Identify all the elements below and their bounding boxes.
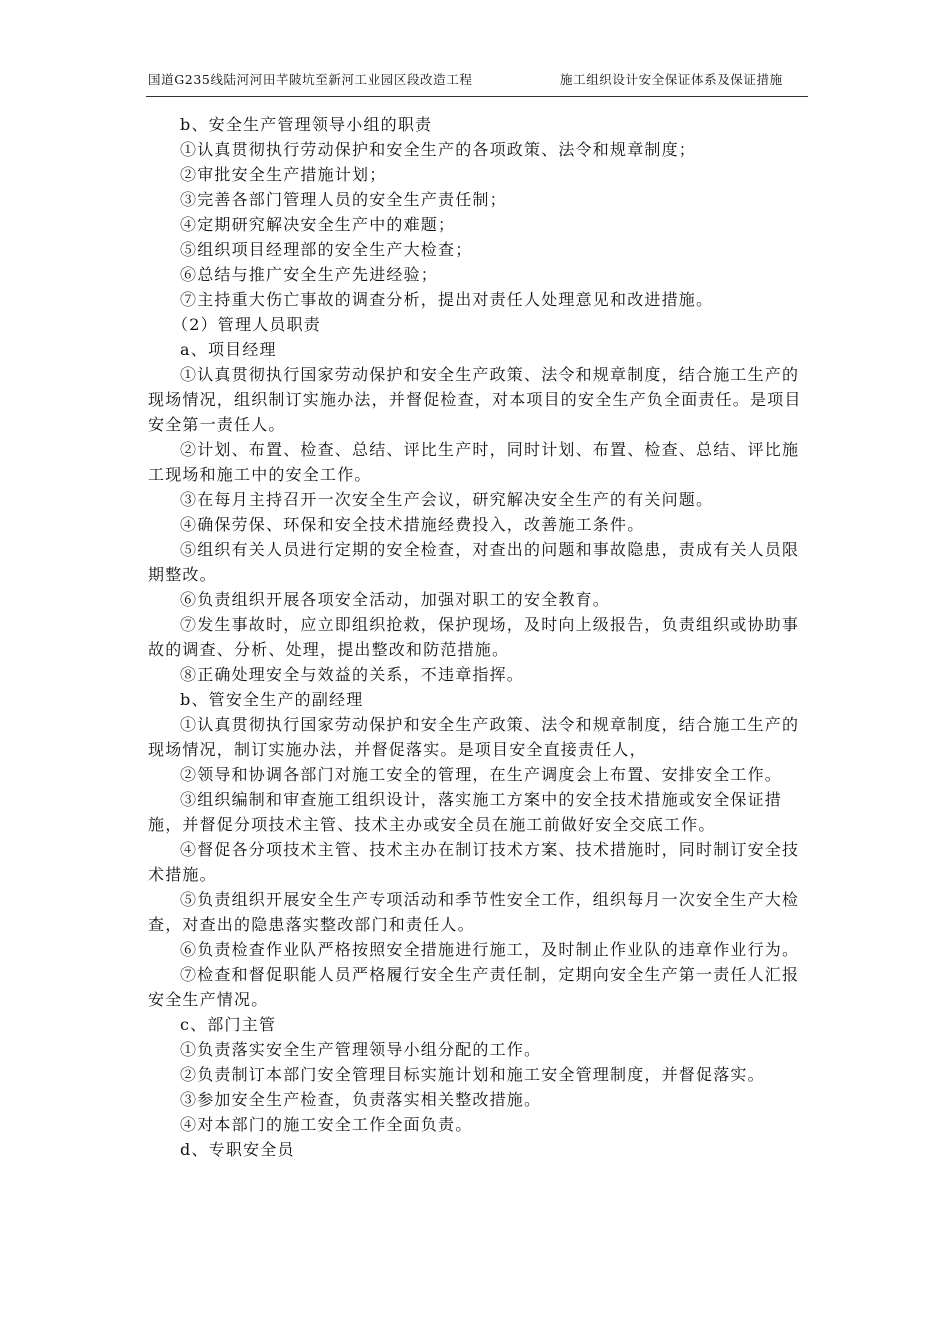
list-item: ①认真贯彻执行劳动保护和安全生产的各项政策、法令和规章制度；: [180, 140, 697, 159]
page-header: [0, 0, 950, 100]
list-item: ④确保劳保、环保和安全技术措施经费投入，改善施工条件。: [180, 515, 645, 534]
list-item: ⑦发生事故时，应立即组织抢救，保护现场，及时向上级报告，负责组织或协助事故的调查、分析、处理，提出整改和防范措施。: [148, 615, 800, 659]
list-item: ⑤负责组织开展安全生产专项活动和季节性安全工作，组织每月一次安全生产大检查，对查出的隐患落实整改部门和责任人。: [148, 890, 800, 934]
list-item: ⑦主持重大伤亡事故的调查分析，提出对责任人处理意见和改进措施。: [180, 290, 714, 309]
subsection-heading: c、部门主管: [180, 1015, 277, 1034]
document-body: [148, 112, 808, 1162]
list-item: ①负责落实安全生产管理领导小组分配的工作。: [180, 1040, 542, 1059]
header-project-title: 国道G235线陆河河田芊陂坑至新河工业园区段改造工程: [148, 72, 473, 87]
list-item: ④定期研究解决安全生产中的难题；: [180, 215, 456, 234]
header-divider: [146, 96, 808, 97]
list-item: ③参加安全生产检查，负责落实相关整改措施。: [180, 1090, 542, 1109]
list-item: ④督促各分项技术主管、技术主办在制订技术方案、技术措施时，同时制订安全技术措施。: [148, 840, 800, 884]
list-item: ⑥总结与推广安全生产先进经验；: [180, 265, 439, 284]
subsection-heading: b、管安全生产的副经理: [180, 690, 364, 709]
header-document-title: 施工组织设计安全保证体系及保证措施: [560, 72, 783, 87]
list-item: ③在每月主持召开一次安全生产会议，研究解决安全生产的有关问题。: [180, 490, 714, 509]
list-item: ⑥负责组织开展各项安全活动，加强对职工的安全教育。: [180, 590, 611, 609]
list-item: ④对本部门的施工安全工作全面负责。: [180, 1115, 473, 1134]
list-item: ③完善各部门管理人员的安全生产责任制；: [180, 190, 507, 209]
list-item: ①认真贯彻执行国家劳动保护和安全生产政策、法令和规章制度，结合施工生产的现场情况，组织制订实施办法，并督促检查，对本项目的安全生产负全面责任。是项目安全第一责任人。: [148, 365, 802, 434]
list-item: ⑦检查和督促职能人员严格履行安全生产责任制，定期向安全生产第一责任人汇报安全生产情况。: [148, 965, 800, 1009]
list-item: ②审批安全生产措施计划；: [180, 165, 387, 184]
subsection-heading: b、安全生产管理领导小组的职责: [180, 115, 433, 134]
list-item: ⑤组织有关人员进行定期的安全检查，对查出的问题和事故隐患，责成有关人员限期整改。: [148, 540, 800, 584]
subsection-heading: a、项目经理: [180, 340, 277, 359]
list-item: ②领导和协调各部门对施工安全的管理，在生产调度会上布置、安排安全工作。: [180, 765, 783, 784]
section-heading: （2）管理人员职责: [172, 315, 321, 334]
list-item: ①认真贯彻执行国家劳动保护和安全生产政策、法令和规章制度，结合施工生产的现场情况，制订实施办法，并督促落实。是项目安全直接责任人，: [148, 715, 800, 759]
subsection-heading: d、专职安全员: [180, 1140, 295, 1159]
list-item: ③组织编制和审查施工组织设计，落实施工方案中的安全技术措施或安全保证措施，并督促分项技术主管、技术主办或安全员在施工前做好安全交底工作。: [148, 790, 783, 834]
list-item: ②负责制订本部门安全管理目标实施计划和施工安全管理制度，并督促落实。: [180, 1065, 765, 1084]
list-item: ⑤组织项目经理部的安全生产大检查；: [180, 240, 473, 259]
list-item: ⑥负责检查作业队严格按照安全措施进行施工，及时制止作业队的违章作业行为。: [180, 940, 800, 959]
list-item: ⑧正确处理安全与效益的关系，不违章指挥。: [180, 665, 525, 684]
list-item: ②计划、布置、检查、总结、评比生产时，同时计划、布置、检查、总结、评比施工现场和施工中的安全工作。: [148, 440, 800, 484]
